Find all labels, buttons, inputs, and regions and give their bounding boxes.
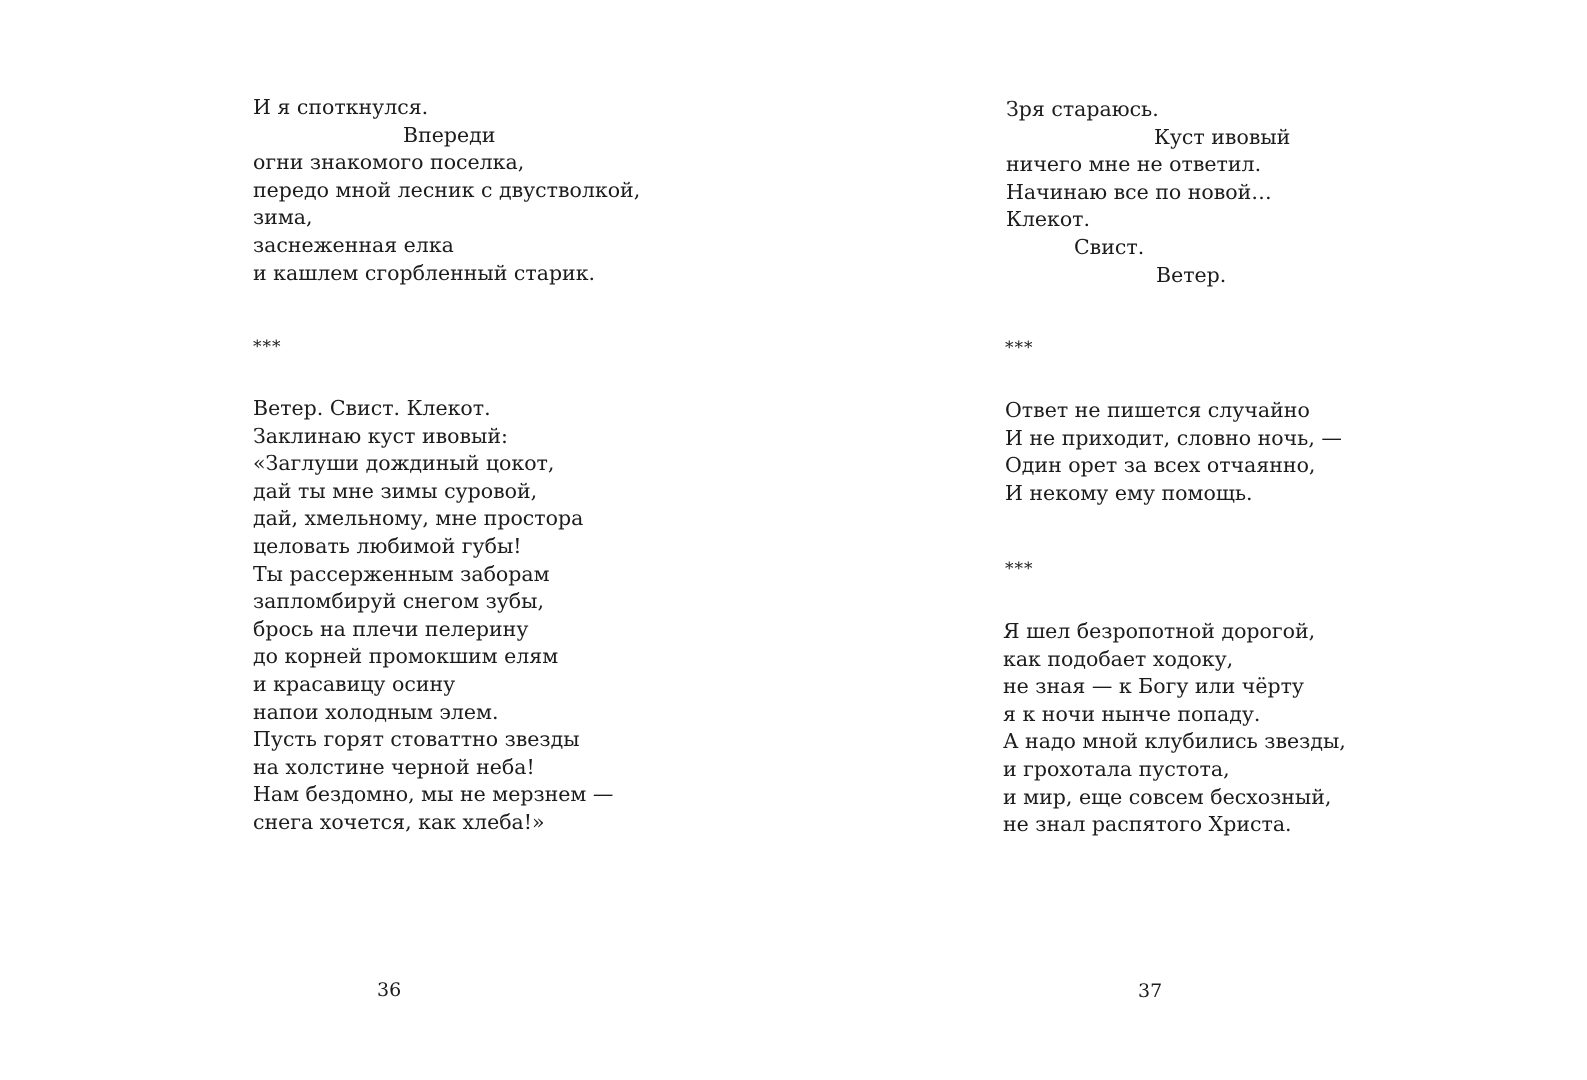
- poem-line: Свист.: [1074, 234, 1145, 259]
- poem-ending: [253, 94, 640, 287]
- poem-line: брось на плечи пелерину: [253, 616, 529, 641]
- poem-line: не знал распятого Христа.: [1003, 812, 1292, 837]
- left-page: [0, 0, 790, 1080]
- poem-line: передо мной лесник с двустволкой,: [253, 177, 641, 202]
- poem: [1005, 397, 1342, 507]
- poem-line: Ветер. Свист. Клекот.: [253, 396, 491, 420]
- poem-line: снега хочется, как хлеба!»: [253, 809, 545, 834]
- poem: [1003, 618, 1346, 839]
- page-number: 37: [1138, 980, 1163, 1002]
- poem-line: Я шел безропотной дорогой,: [1003, 619, 1316, 643]
- poem-line: не зная — к Богу или чёрту: [1003, 674, 1304, 699]
- poem-line: до корней промокшим елям: [253, 644, 559, 669]
- poem-line: я к ночи нынче попаду.: [1003, 701, 1261, 726]
- poem-line: и кашлем сгорбленный старик.: [253, 260, 596, 285]
- poem-separator: ***: [1005, 559, 1034, 579]
- poem-line: Нам бездомно, мы не мерзнем —: [253, 782, 614, 807]
- poem-line: дай, хмельному, мне простора: [253, 506, 584, 531]
- poem-line: Клекот.: [1006, 207, 1091, 232]
- poem-line: Пусть горят стоваттно звезды: [253, 727, 580, 752]
- poem-line: И не приходит, словно ночь, —: [1005, 425, 1342, 450]
- poem-line: дай ты мне зимы суровой,: [253, 478, 538, 503]
- poem-line: и мир, еще совсем бесхозный,: [1003, 784, 1332, 809]
- poem-line: И некому ему помощь.: [1005, 480, 1253, 505]
- poem-line: И я споткнулся.: [253, 95, 429, 119]
- poem-line: напои холодным элем.: [253, 699, 499, 724]
- poem-line: огни знакомого поселка,: [253, 150, 525, 175]
- poem-line: целовать любимой губы!: [253, 533, 522, 558]
- poem-line: запломбируй снегом зубы,: [253, 589, 544, 614]
- poem-line: Ответ не пишется случайно: [1005, 398, 1310, 422]
- poem-line: зима,: [253, 205, 313, 230]
- poem-line: Зря стараюсь.: [1006, 97, 1159, 121]
- page-number: 36: [377, 979, 402, 1001]
- poem-line: заснеженная елка: [253, 232, 454, 257]
- poem-line: Куст ивовый: [1154, 124, 1291, 149]
- poem-line: как подобает ходоку,: [1003, 646, 1234, 671]
- poem-line: А надо мной клубились звезды,: [1003, 729, 1346, 754]
- poem: [253, 395, 613, 837]
- poem-line: Ты рассерженным заборам: [253, 561, 550, 586]
- poem-separator: ***: [1005, 338, 1034, 358]
- poem-line: ничего мне не ответил.: [1006, 152, 1262, 177]
- poem-line: на холстине черной неба!: [253, 754, 535, 779]
- poem-separator: ***: [253, 337, 282, 357]
- poem-line: Один орет за всех отчаянно,: [1005, 453, 1316, 478]
- right-page: [790, 0, 1587, 1080]
- poem-line: и красавицу осину: [253, 671, 456, 696]
- poem-line: Впереди: [403, 122, 496, 147]
- poem-line: Заклинаю куст ивовый:: [253, 423, 508, 448]
- poem-line: «Заглуши дождиный цокот,: [253, 451, 555, 476]
- poem-line: Ветер.: [1156, 262, 1227, 287]
- poem-line: Начинаю все по новой…: [1006, 179, 1272, 204]
- poem-line: и грохотала пустота,: [1003, 756, 1230, 781]
- poem-ending: [1006, 96, 1290, 289]
